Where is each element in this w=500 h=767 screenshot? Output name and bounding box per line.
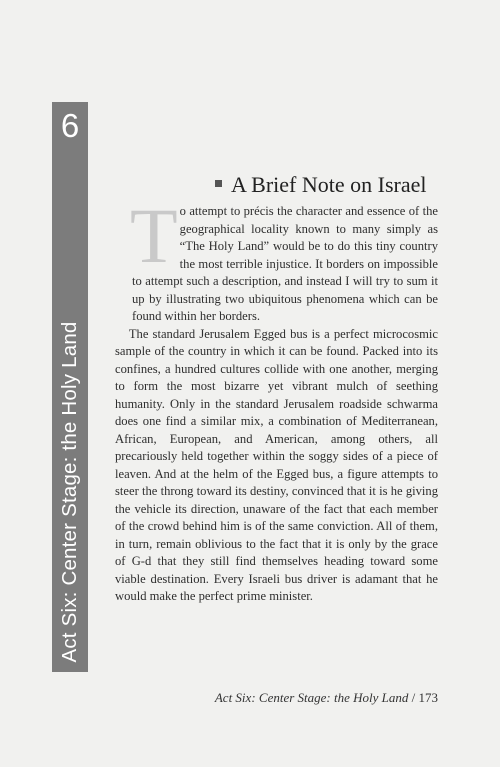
paragraph-1 (115, 192, 438, 326)
footer-running-title: Act Six: Center Stage: the Holy Land (214, 690, 409, 705)
square-bullet-icon (215, 180, 222, 187)
section-heading-text: A Brief Note on Israel (231, 172, 427, 197)
paragraph-1-text: o attempt to précis the character and essence of the geographical locality known to many simply as “The Holy Land” would be to do this tiny country the most terrible injustice. It borders on impossible to attempt such a description, and instead I will try to sum it up by illustrating two ubiquitous phenomena which can be found within her borders. (132, 204, 438, 323)
page-number: 173 (418, 690, 438, 705)
running-footer (115, 690, 438, 706)
body-text (115, 192, 438, 606)
drop-cap: T (130, 192, 178, 279)
chapter-sidebar-tab (52, 102, 88, 672)
section-heading (215, 172, 427, 198)
chapter-title-vertical: Act Six: Center Stage: the Holy Land (58, 321, 81, 663)
paragraph-2: The standard Jerusalem Egged bus is a perfect microcosmic sample of the country in which it can be found. Packed into its confines, a hundred cultures collide with one another, merging to form the most bizarre yet vibrant mulch of seething humanity. Only in the standard Jerusalem roadside schwarma does one find a similar mix, a combination of Mediterranean, African, European, and American, among others, all precariously held together within the soggy sides of a piece of leaven. And at the helm of the Egged bus, a figure attempts to steer the throng toward its destiny, convinced that it is he giving the vehicle its direction, unaware of the fact that each member of the crowd behind him is of the same conviction. All of them, in turn, remain oblivious to the fact that it is only by the grace of G-d that they still find themselves heading toward some viable destination. Every Israeli bus driver is adamant that he would make the perfect prime minister. (115, 326, 438, 603)
chapter-number: 6 (60, 107, 80, 144)
footer-separator: / (408, 690, 419, 705)
